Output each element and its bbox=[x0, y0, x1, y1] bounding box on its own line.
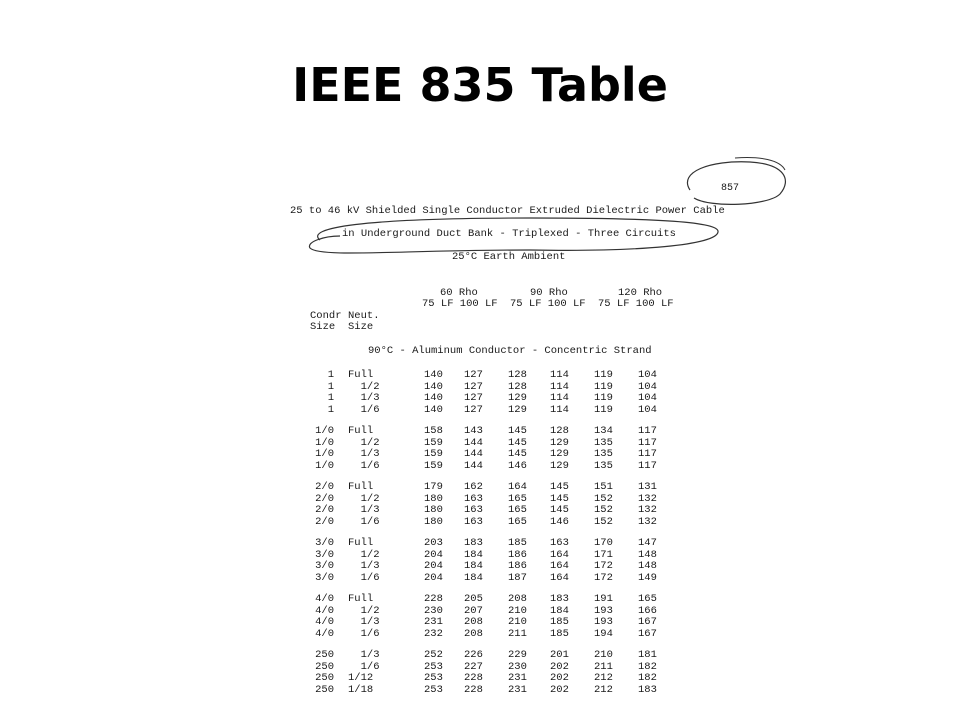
ampacity-cell: 145 bbox=[550, 481, 569, 493]
ampacity-cell: 227 bbox=[464, 660, 483, 673]
ampacity-cell: 152 bbox=[594, 504, 613, 516]
conductor-size-cell: 4/0 bbox=[315, 604, 334, 617]
conductor-size-cell: 1/0 bbox=[315, 436, 334, 449]
ampacity-cell: 117 bbox=[638, 448, 657, 460]
ampacity-cell: 191 bbox=[594, 593, 613, 605]
neutral-size-cell: 1/6 bbox=[348, 627, 380, 640]
table-row bbox=[280, 448, 800, 460]
ampacity-cell: 117 bbox=[638, 425, 657, 437]
ampacity-cell: 228 bbox=[464, 672, 483, 684]
ampacity-cell: 144 bbox=[464, 436, 483, 449]
ampacity-cell: 162 bbox=[464, 481, 483, 493]
ampacity-cell: 205 bbox=[464, 593, 483, 605]
ampacity-cell: 184 bbox=[464, 571, 483, 584]
table-row bbox=[280, 369, 800, 381]
ampacity-cell: 163 bbox=[550, 537, 569, 549]
ampacity-cell: 144 bbox=[464, 459, 483, 472]
neutral-size-cell: 1/3 bbox=[348, 560, 380, 572]
neutral-size-cell: Full bbox=[348, 481, 374, 493]
conductor-size-cell: 1 bbox=[327, 392, 334, 404]
conductor-size-cell: 1/0 bbox=[315, 425, 334, 437]
ampacity-cell: 210 bbox=[508, 604, 527, 617]
ampacity-cell: 132 bbox=[638, 492, 657, 505]
table-row bbox=[280, 593, 800, 605]
heading-line-3: 25°C Earth Ambient bbox=[452, 251, 566, 263]
col-header-condr: Condr bbox=[310, 310, 342, 322]
ampacity-cell: 185 bbox=[508, 537, 527, 549]
conductor-size-cell: 1 bbox=[327, 403, 334, 416]
ampacity-cell: 104 bbox=[638, 403, 657, 416]
ampacity-cell: 164 bbox=[508, 481, 527, 493]
ampacity-cell: 165 bbox=[508, 492, 527, 505]
ampacity-cell: 114 bbox=[550, 380, 569, 393]
ampacity-cell: 172 bbox=[594, 560, 613, 572]
neutral-size-cell: 1/2 bbox=[348, 380, 380, 393]
ampacity-cell: 204 bbox=[424, 548, 443, 561]
table-row bbox=[280, 381, 800, 393]
ampacity-cell: 135 bbox=[594, 448, 613, 460]
table-row bbox=[280, 661, 800, 673]
ampacity-cell: 145 bbox=[508, 448, 527, 460]
ampacity-cell: 212 bbox=[594, 683, 613, 696]
conductor-size-cell: 2/0 bbox=[315, 492, 334, 505]
neutral-size-cell: 1/3 bbox=[348, 616, 380, 628]
ampacity-cell: 151 bbox=[594, 481, 613, 493]
ampacity-cell: 149 bbox=[638, 571, 657, 584]
table-row bbox=[280, 572, 800, 584]
ampacity-cell: 253 bbox=[424, 660, 443, 673]
conductor-size-cell: 1 bbox=[327, 380, 334, 393]
ampacity-cell: 114 bbox=[550, 403, 569, 416]
ampacity-cell: 210 bbox=[508, 616, 527, 628]
ampacity-cell: 203 bbox=[424, 537, 443, 549]
heading-line-1: 25 to 46 kV Shielded Single Conductor Extruded Dielectric Power Cable bbox=[290, 205, 725, 217]
rho-header-60: 60 Rho bbox=[440, 287, 478, 299]
ampacity-cell: 114 bbox=[550, 369, 569, 381]
table-row bbox=[280, 481, 800, 493]
ampacity-cell: 145 bbox=[508, 425, 527, 437]
ampacity-cell: 159 bbox=[424, 436, 443, 449]
ampacity-cell: 186 bbox=[508, 548, 527, 561]
ampacity-cell: 140 bbox=[424, 403, 443, 416]
conductor-size-cell: 3/0 bbox=[315, 548, 334, 561]
ampacity-cell: 167 bbox=[638, 616, 657, 628]
ampacity-cell: 204 bbox=[424, 571, 443, 584]
table-row bbox=[280, 460, 800, 472]
ampacity-cell: 148 bbox=[638, 560, 657, 572]
ampacity-cell: 185 bbox=[550, 627, 569, 640]
ampacity-cell: 129 bbox=[550, 436, 569, 449]
ampacity-cell: 211 bbox=[594, 660, 613, 673]
table-row bbox=[280, 493, 800, 505]
ampacity-cell: 119 bbox=[594, 392, 613, 404]
ampacity-cell: 104 bbox=[638, 380, 657, 393]
ampacity-cell: 128 bbox=[508, 369, 527, 381]
rho-header-120: 120 Rho bbox=[618, 287, 663, 299]
ampacity-cell: 127 bbox=[464, 380, 483, 393]
ampacity-cell: 159 bbox=[424, 448, 443, 460]
ampacity-cell: 117 bbox=[638, 436, 657, 449]
lf-header-90: 75 LF 100 LF bbox=[510, 298, 586, 310]
table-row bbox=[280, 605, 800, 617]
conductor-size-cell: 4/0 bbox=[315, 593, 334, 605]
conductor-size-cell: 250 bbox=[315, 672, 334, 684]
ampacity-cell: 135 bbox=[594, 459, 613, 472]
ampacity-cell: 163 bbox=[464, 515, 483, 528]
ampacity-cell: 183 bbox=[550, 593, 569, 605]
ampacity-cell: 146 bbox=[550, 515, 569, 528]
ampacity-cell: 163 bbox=[464, 504, 483, 516]
ampacity-cell: 135 bbox=[594, 436, 613, 449]
table-row bbox=[280, 616, 800, 628]
table-row bbox=[280, 392, 800, 404]
ampacity-cell: 181 bbox=[638, 649, 657, 661]
ampacity-cell: 230 bbox=[424, 604, 443, 617]
ampacity-cell: 202 bbox=[550, 660, 569, 673]
ampacity-cell: 146 bbox=[508, 459, 527, 472]
neutral-size-cell: 1/3 bbox=[348, 504, 380, 516]
neutral-size-cell: 1/6 bbox=[348, 459, 380, 472]
heading-line-2: in Underground Duct Bank - Triplexed - Three Circuits bbox=[342, 228, 676, 240]
ampacity-cell: 202 bbox=[550, 683, 569, 696]
ampacity-cell: 129 bbox=[550, 448, 569, 460]
table-row bbox=[280, 516, 800, 528]
ampacity-cell: 127 bbox=[464, 392, 483, 404]
section-title: 90°C - Aluminum Conductor - Concentric Strand bbox=[368, 345, 652, 357]
table-row bbox=[280, 404, 800, 416]
ampacity-cell: 193 bbox=[594, 616, 613, 628]
ampacity-cell: 253 bbox=[424, 672, 443, 684]
ampacity-cell: 165 bbox=[508, 515, 527, 528]
ampacity-cell: 163 bbox=[464, 492, 483, 505]
ampacity-cell: 127 bbox=[464, 403, 483, 416]
ampacity-cell: 228 bbox=[424, 593, 443, 605]
col-header-neut: Neut. bbox=[348, 310, 380, 322]
table-row bbox=[280, 560, 800, 572]
ampacity-cell: 184 bbox=[464, 548, 483, 561]
ampacity-cell: 208 bbox=[464, 616, 483, 628]
slide-title: IEEE 835 Table bbox=[292, 58, 668, 112]
ampacity-cell: 129 bbox=[508, 403, 527, 416]
ampacity-cell: 232 bbox=[424, 627, 443, 640]
col-header-neut-size: Size bbox=[348, 321, 374, 333]
ampacity-cell: 193 bbox=[594, 604, 613, 617]
conductor-size-cell: 1 bbox=[327, 369, 334, 381]
lf-header-120: 75 LF 100 LF bbox=[598, 298, 674, 310]
ampacity-cell: 132 bbox=[638, 504, 657, 516]
ampacity-cell: 104 bbox=[638, 369, 657, 381]
ampacity-cell: 166 bbox=[638, 604, 657, 617]
neutral-size-cell: Full bbox=[348, 369, 374, 381]
ampacity-cell: 129 bbox=[508, 392, 527, 404]
conductor-size-cell: 2/0 bbox=[315, 481, 334, 493]
ampacity-cell: 180 bbox=[424, 492, 443, 505]
table-row bbox=[280, 437, 800, 449]
ampacity-cell: 208 bbox=[508, 593, 527, 605]
ampacity-cell: 165 bbox=[638, 593, 657, 605]
ampacity-cell: 201 bbox=[550, 649, 569, 661]
neutral-size-cell: 1/3 bbox=[348, 392, 380, 404]
ampacity-cell: 229 bbox=[508, 649, 527, 661]
ampacity-cell: 152 bbox=[594, 515, 613, 528]
ampacity-cell: 119 bbox=[594, 380, 613, 393]
ampacity-cell: 208 bbox=[464, 627, 483, 640]
ampacity-cell: 119 bbox=[594, 369, 613, 381]
ampacity-cell: 134 bbox=[594, 425, 613, 437]
neutral-size-cell: 1/3 bbox=[348, 448, 380, 460]
ampacity-cell: 158 bbox=[424, 425, 443, 437]
ampacity-cell: 179 bbox=[424, 481, 443, 493]
ampacity-cell: 117 bbox=[638, 459, 657, 472]
ampacity-cell: 171 bbox=[594, 548, 613, 561]
ampacity-cell: 212 bbox=[594, 672, 613, 684]
neutral-size-cell: 1/2 bbox=[348, 548, 380, 561]
ampacity-cell: 164 bbox=[550, 571, 569, 584]
ampacity-cell: 164 bbox=[550, 560, 569, 572]
ampacity-cell: 140 bbox=[424, 369, 443, 381]
ampacity-cell: 129 bbox=[550, 459, 569, 472]
ampacity-cell: 184 bbox=[550, 604, 569, 617]
ampacity-cell: 145 bbox=[550, 492, 569, 505]
ampacity-cell: 143 bbox=[464, 425, 483, 437]
table-row bbox=[280, 549, 800, 561]
scanned-table-page bbox=[280, 150, 800, 720]
ampacity-cell: 148 bbox=[638, 548, 657, 561]
conductor-size-cell: 2/0 bbox=[315, 504, 334, 516]
conductor-size-cell: 250 bbox=[315, 683, 334, 696]
ampacity-cell: 183 bbox=[638, 683, 657, 696]
neutral-size-cell: 1/2 bbox=[348, 436, 380, 449]
table-row bbox=[280, 628, 800, 640]
ampacity-cell: 182 bbox=[638, 660, 657, 673]
ampacity-cell: 186 bbox=[508, 560, 527, 572]
ampacity-cell: 231 bbox=[424, 616, 443, 628]
neutral-size-cell: 1/6 bbox=[348, 403, 380, 416]
ampacity-cell: 159 bbox=[424, 459, 443, 472]
ampacity-cell: 228 bbox=[464, 683, 483, 696]
ampacity-cell: 182 bbox=[638, 672, 657, 684]
ampacity-cell: 128 bbox=[550, 425, 569, 437]
conductor-size-cell: 2/0 bbox=[315, 515, 334, 528]
ampacity-cell: 204 bbox=[424, 560, 443, 572]
table-row bbox=[280, 425, 800, 437]
ampacity-cell: 180 bbox=[424, 515, 443, 528]
ampacity-cell: 131 bbox=[638, 481, 657, 493]
ampacity-cell: 165 bbox=[508, 504, 527, 516]
ampacity-cell: 211 bbox=[508, 627, 527, 640]
neutral-size-cell: Full bbox=[348, 537, 374, 549]
conductor-size-cell: 1/0 bbox=[315, 459, 334, 472]
neutral-size-cell: 1/6 bbox=[348, 515, 380, 528]
conductor-size-cell: 3/0 bbox=[315, 571, 334, 584]
ampacity-cell: 202 bbox=[550, 672, 569, 684]
ampacity-cell: 253 bbox=[424, 683, 443, 696]
neutral-size-cell: 1/2 bbox=[348, 604, 380, 617]
col-header-condr-size: Size bbox=[310, 321, 336, 333]
ampacity-cell: 187 bbox=[508, 571, 527, 584]
ampacity-cell: 140 bbox=[424, 380, 443, 393]
conductor-size-cell: 3/0 bbox=[315, 560, 334, 572]
table-row bbox=[280, 672, 800, 684]
neutral-size-cell: 1/18 bbox=[348, 683, 374, 696]
ampacity-cell: 226 bbox=[464, 649, 483, 661]
ampacity-cell: 207 bbox=[464, 604, 483, 617]
conductor-size-cell: 4/0 bbox=[315, 627, 334, 640]
ampacity-cell: 231 bbox=[508, 672, 527, 684]
table-row bbox=[280, 504, 800, 516]
ampacity-cell: 180 bbox=[424, 504, 443, 516]
ampacity-cell: 147 bbox=[638, 537, 657, 549]
ampacity-cell: 164 bbox=[550, 548, 569, 561]
ampacity-cell: 231 bbox=[508, 683, 527, 696]
ampacity-cell: 104 bbox=[638, 392, 657, 404]
ampacity-cell: 194 bbox=[594, 627, 613, 640]
conductor-size-cell: 250 bbox=[315, 660, 334, 673]
ampacity-cell: 252 bbox=[424, 649, 443, 661]
neutral-size-cell: 1/12 bbox=[348, 672, 374, 684]
ampacity-cell: 172 bbox=[594, 571, 613, 584]
table-row bbox=[280, 684, 800, 696]
ampacity-cell: 170 bbox=[594, 537, 613, 549]
ampacity-cell: 230 bbox=[508, 660, 527, 673]
ampacity-cell: 132 bbox=[638, 515, 657, 528]
rho-header-90: 90 Rho bbox=[530, 287, 568, 299]
ampacity-cell: 145 bbox=[550, 504, 569, 516]
ampacity-cell: 119 bbox=[594, 403, 613, 416]
conductor-size-cell: 4/0 bbox=[315, 616, 334, 628]
conductor-size-cell: 3/0 bbox=[315, 537, 334, 549]
neutral-size-cell: Full bbox=[348, 593, 374, 605]
ampacity-cell: 114 bbox=[550, 392, 569, 404]
neutral-size-cell: 1/3 bbox=[348, 649, 380, 661]
ampacity-cell: 183 bbox=[464, 537, 483, 549]
conductor-size-cell: 1/0 bbox=[315, 448, 334, 460]
neutral-size-cell: 1/2 bbox=[348, 492, 380, 505]
ampacity-cell: 152 bbox=[594, 492, 613, 505]
ampacity-cell: 145 bbox=[508, 436, 527, 449]
table-row bbox=[280, 537, 800, 549]
conductor-size-cell: 250 bbox=[315, 649, 334, 661]
ampacity-cell: 167 bbox=[638, 627, 657, 640]
ampacity-cell: 185 bbox=[550, 616, 569, 628]
page-number: 857 bbox=[721, 183, 740, 194]
ampacity-cell: 140 bbox=[424, 392, 443, 404]
lf-header-60: 75 LF 100 LF bbox=[422, 298, 498, 310]
neutral-size-cell: 1/6 bbox=[348, 571, 380, 584]
ampacity-cell: 128 bbox=[508, 380, 527, 393]
ampacity-cell: 184 bbox=[464, 560, 483, 572]
table-row bbox=[280, 649, 800, 661]
ampacity-cell: 144 bbox=[464, 448, 483, 460]
neutral-size-cell: 1/6 bbox=[348, 660, 380, 673]
neutral-size-cell: Full bbox=[348, 425, 374, 437]
ampacity-cell: 127 bbox=[464, 369, 483, 381]
ampacity-cell: 210 bbox=[594, 649, 613, 661]
